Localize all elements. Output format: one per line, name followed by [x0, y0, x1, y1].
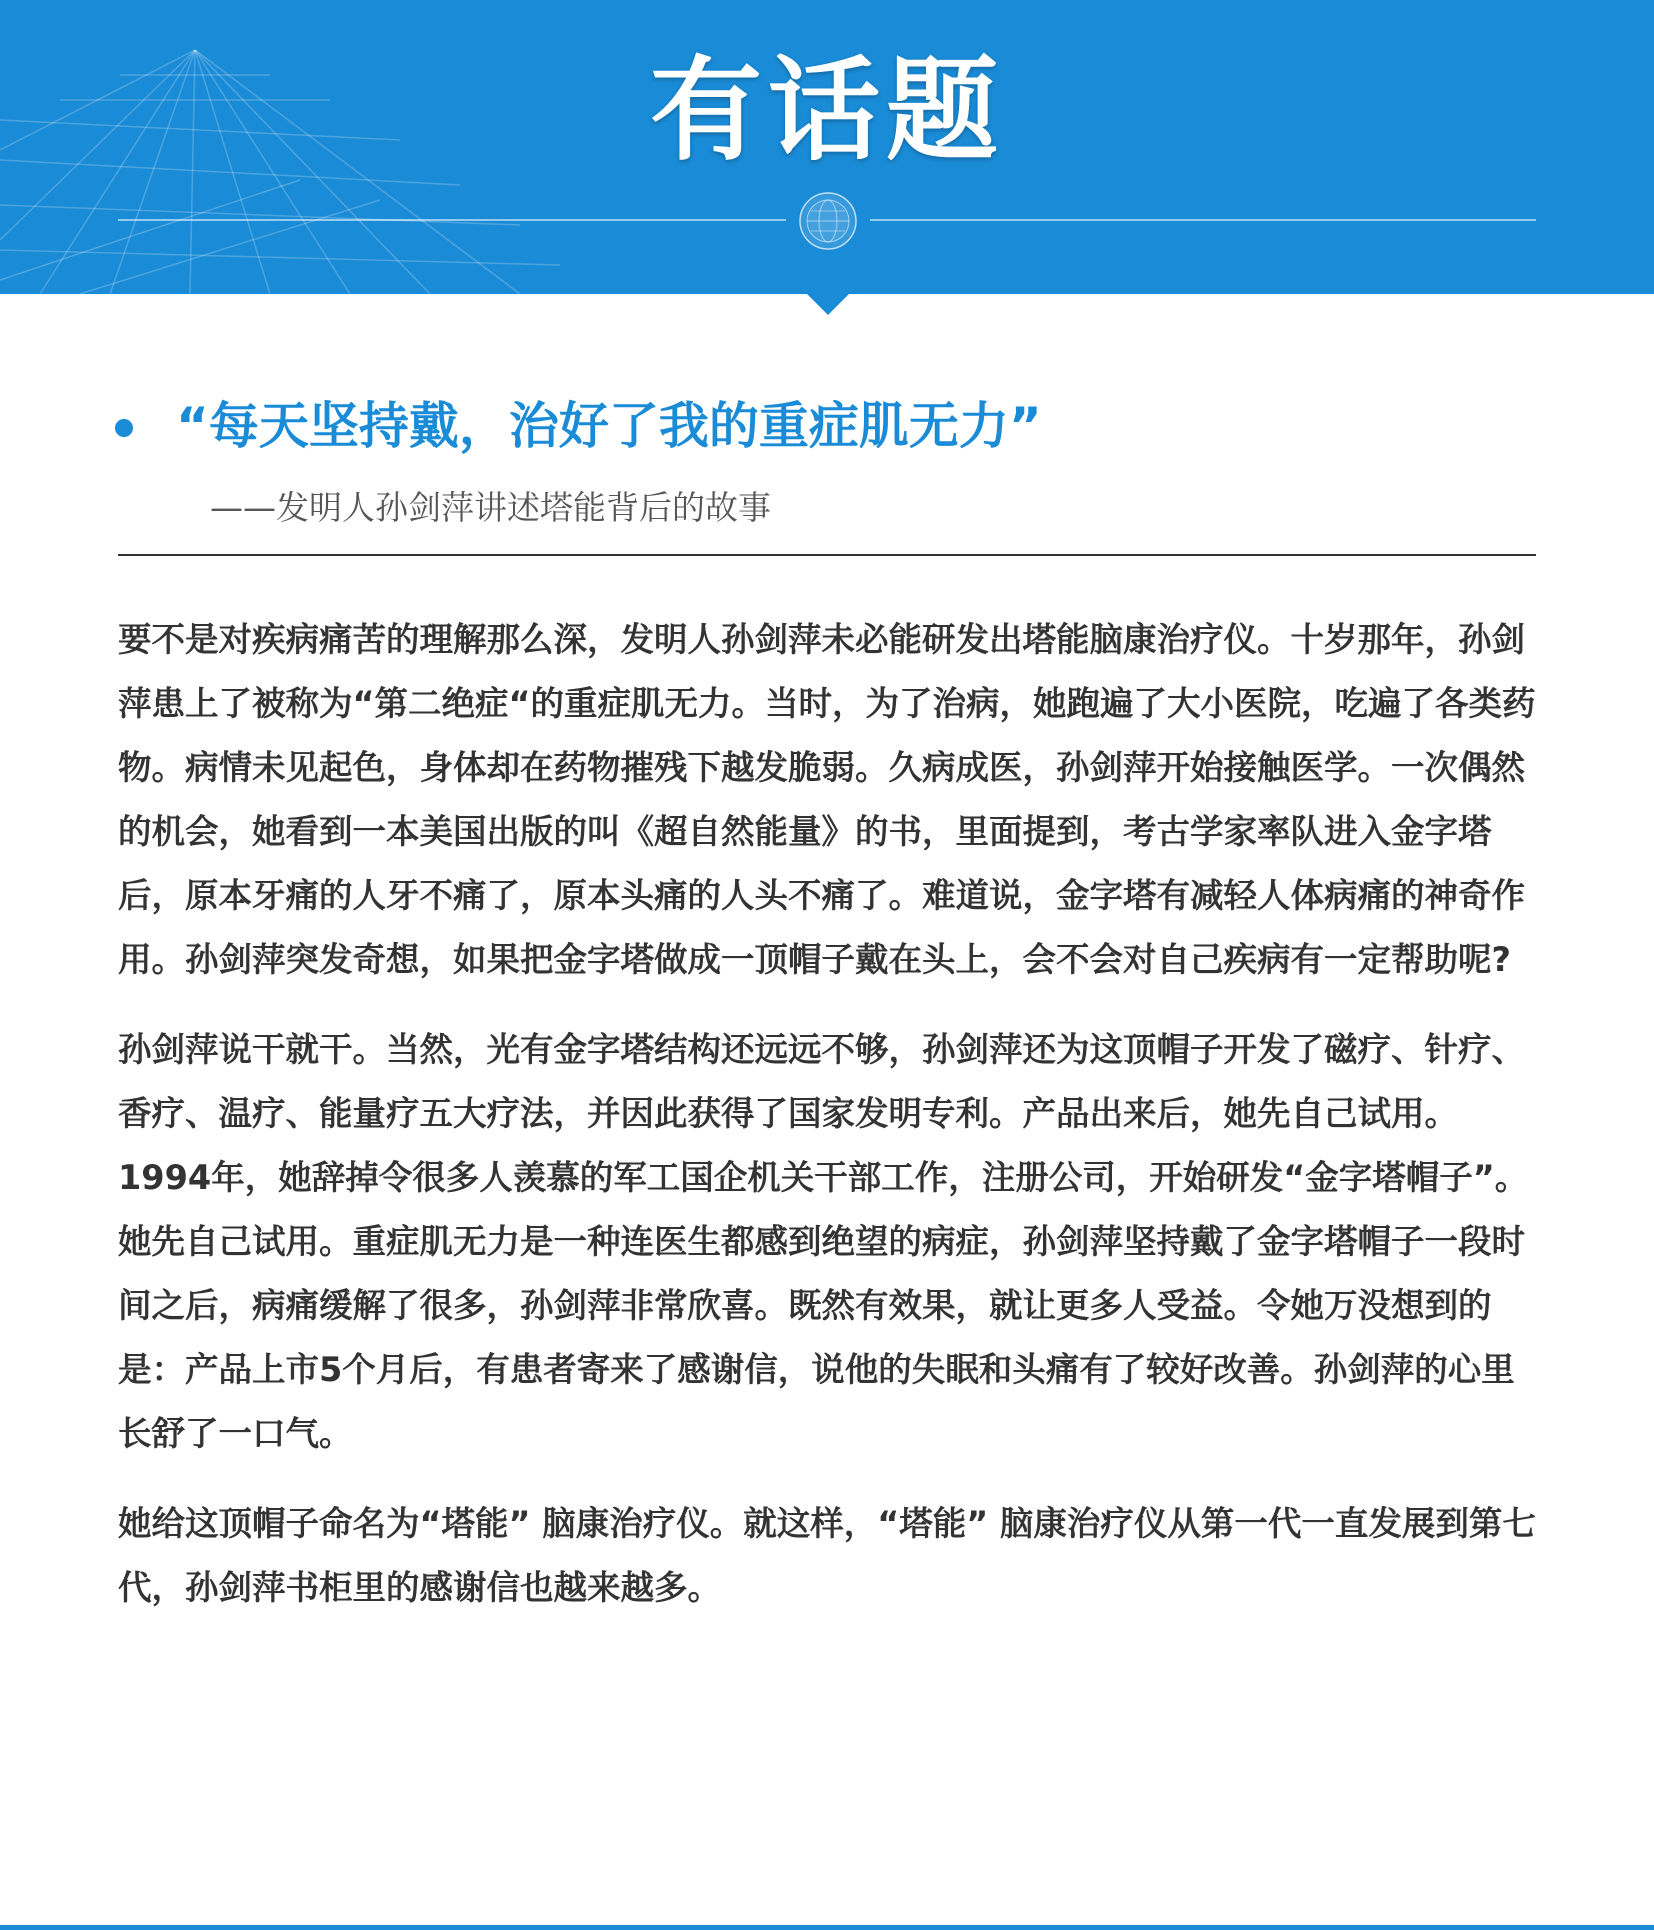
header-pointer: [806, 293, 850, 315]
section-title: 有话题: [650, 46, 1004, 176]
paragraph-1: 要不是对疾病痛苦的理解那么深，发明人孙剑萍未必能研发出塔能脑康治疗仪。十岁那年，孙剑萍患上了被称为“第二绝症“的重症肌无力。当时，为了治病，她跑遍了大小医院，吃遍了各类药物。病情未见起色，身体却在药物摧残下越发脆弱。久病成医，孙剑萍开始接触医学。一次偶然的机会，她看到一本美国出版的叫《超自然能量》的书，里面提到，考古学家率队进入金字塔后，原本牙痛的人牙不痛了，原本头痛的人头不痛了。难道说，金字塔有减轻人体病痛的神奇作用。孙剑萍突发奇想，如果把金字塔做成一顶帽子戴在头上，会不会对自己疾病有一定帮助呢?: [118, 620, 1536, 979]
header-rule-right: [870, 219, 1536, 221]
header-banner: [0, 0, 1654, 294]
globe-emblem-icon: [798, 191, 858, 251]
headline-divider: [118, 554, 1536, 556]
article-subtitle: ——发明人孙剑萍讲述塔能背后的故事: [210, 488, 771, 527]
headline-bullet: [115, 419, 133, 437]
article-headline: “每天坚持戴，治好了我的重症肌无力”: [176, 397, 1042, 455]
paragraph-3: 她给这顶帽子命名为“塔能” 脑康治疗仪。就这样，“塔能” 脑康治疗仪从第一代一直发展到第七代，孙剑萍书柜里的感谢信也越来越多。: [118, 1504, 1536, 1607]
header-rule-left: [118, 219, 786, 221]
article-body: [118, 608, 1538, 1646]
paragraph-2: 孙剑萍说干就干。当然，光有金字塔结构还远远不够，孙剑萍还为这顶帽子开发了磁疗、针疗、香疗、温疗、能量疗五大疗法，并因此获得了国家发明专利。产品出来后，她先自己试用。1994年，她辞掉令很多人羡慕的军工国企机关干部工作，注册公司，开始研发“金字塔帽子”。她先自己试用。重症肌无力是一种连医生都感到绝望的病症，孙剑萍坚持戴了金字塔帽子一段时间之后，病痛缓解了很多，孙剑萍非常欣喜。既然有效果，就让更多人受益。令她万没想到的是：产品上市5个月后，有患者寄来了感谢信，说他的失眠和头痛有了较好改善。孙剑萍的心里长舒了一口气。: [118, 1030, 1529, 1453]
footer-accent-line: [0, 1925, 1654, 1930]
